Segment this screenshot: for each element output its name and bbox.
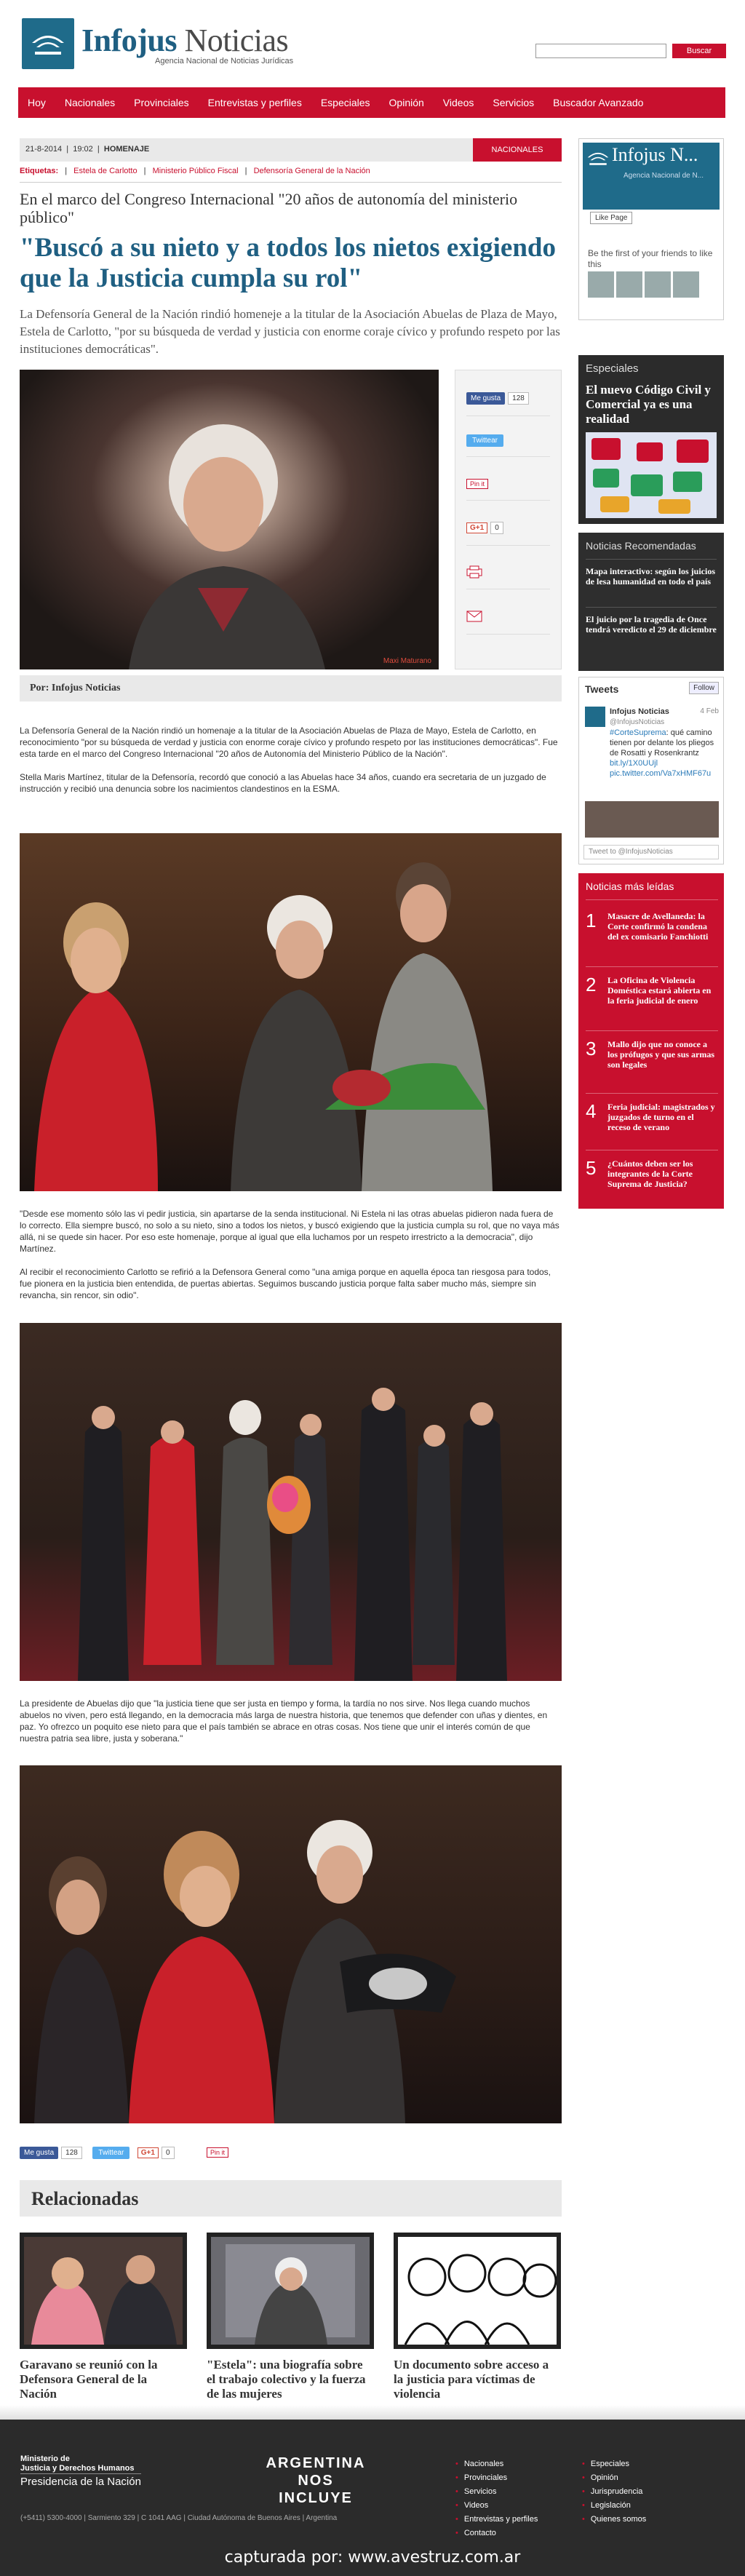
tweet-media-image[interactable]: [585, 801, 719, 838]
divider: [586, 1030, 718, 1031]
footer-ministry[interactable]: [20, 2454, 135, 2473]
tags-label: Etiquetas:: [20, 167, 59, 175]
related-headline[interactable]: Un documento sobre acceso a la justicia para víctimas de violencia: [394, 2358, 549, 2401]
footer-address: (+5411) 5300-4000 | Sarmiento 329 | C 1041 AAG | Ciudad Autónoma de Buenos Aires | Argentina: [20, 2514, 338, 2522]
article-meta-bar: [20, 138, 562, 162]
nav-item-entrevistas[interactable]: Entrevistas y perfiles: [207, 97, 302, 108]
facebook-page-name[interactable]: Infojus N...: [612, 144, 698, 165]
related-thumbnail[interactable]: [394, 2233, 561, 2349]
article-photo[interactable]: [20, 1323, 562, 1681]
footer-link[interactable]: • Opinión: [582, 2471, 646, 2485]
recomendada-link[interactable]: Mapa interactivo: según los juicios de lesa humanidad en todo el país: [586, 566, 715, 587]
pinterest-button[interactable]: Pin it: [207, 2147, 228, 2158]
most-read-rank: 2: [586, 974, 597, 995]
divider: [586, 607, 717, 608]
facebook-page-widget: [578, 138, 724, 320]
avatar[interactable]: [645, 271, 671, 298]
avatar[interactable]: [588, 271, 614, 298]
article-paragraph: Stella Maris Martínez, titular de la Defensoría, recordó que conoció a las Abuelas hace 34 años, cuando era secretaria de un juzgado de instrucción y recibió una denuncia sobre los nacimientos clandestinos en la ESMA.: [20, 772, 546, 794]
article-paragraph: La presidente de Abuelas dijo que "la justicia tiene que ser justa en tiempo y forma, la tardía no nos sirve. Nos llega cuando muchos abuelos no viven, pero está llegando, en la democracia más larga de nuestra historia, que tenemos que defender con uñas y dientes, en paz. Yo ofrezco un poquito ese nieto para que el país también se abrace en otras cosas. Nos tiene que unir el interés común de que nuestra patria sea libre, justa y soberana.": [20, 1698, 548, 1744]
divider: [466, 545, 550, 546]
google-plus-count: 0: [162, 2147, 175, 2159]
article-time: 19:02: [73, 145, 93, 154]
footer-link[interactable]: • Especiales: [582, 2457, 646, 2471]
footer-link[interactable]: • Contacto: [455, 2527, 538, 2540]
footer-link[interactable]: • Servicios: [455, 2485, 538, 2499]
footer-shadow: [0, 2405, 745, 2420]
divider: [20, 182, 562, 183]
nav-item-hoy[interactable]: Hoy: [28, 97, 46, 108]
nav-item-especiales[interactable]: Especiales: [320, 97, 370, 108]
facebook-like-page-button[interactable]: Like Page: [590, 212, 632, 224]
tweet-text: : qué camino tienen por delante los pliegos de Rosatti y Rosenkrantz: [610, 728, 714, 758]
logo-tagline: Agencia Nacional de Noticias Jurídicas: [155, 57, 294, 65]
tweets-title: Tweets: [585, 683, 619, 695]
category-badge[interactable]: NACIONALES: [473, 138, 562, 162]
footer-link[interactable]: • Nacionales: [455, 2457, 538, 2471]
divider: [586, 966, 718, 967]
article-author: Por: Infojus Noticias: [30, 683, 121, 693]
tag-link[interactable]: Ministerio Público Fiscal: [152, 167, 239, 175]
facebook-like-count: 128: [61, 2147, 82, 2159]
facebook-like-count: 128: [508, 392, 529, 405]
facebook-cover[interactable]: [583, 143, 720, 210]
divider: [466, 634, 550, 635]
related-title: Relacionadas: [31, 2188, 139, 2209]
avatar[interactable]: [585, 707, 605, 727]
divider: [466, 500, 550, 501]
tweet-button[interactable]: Twittear: [466, 434, 503, 447]
footer-links-col-2: [582, 2457, 646, 2527]
google-plus-button[interactable]: G+1: [466, 522, 487, 533]
tweet-compose-input[interactable]: Tweet to @InfojusNoticias: [583, 845, 719, 859]
most-read-item[interactable]: [586, 910, 718, 961]
most-read-rank: 3: [586, 1038, 597, 1060]
recomendadas-title: Noticias Recomendadas: [586, 540, 696, 552]
tweet-button[interactable]: Twittear: [92, 2147, 130, 2159]
logo-icon[interactable]: [22, 18, 74, 69]
footer-link[interactable]: • Provinciales: [455, 2471, 538, 2485]
divider: [466, 456, 550, 457]
footer-link[interactable]: • Legislación: [582, 2499, 646, 2513]
nav-item-videos[interactable]: Videos: [442, 97, 474, 108]
footer-ministry-line: Justicia y Derechos Humanos: [20, 2464, 135, 2473]
most-read-headline[interactable]: Feria judicial: magistrados y juzgados de turno en el receso de verano: [607, 1102, 715, 1132]
footer-argentina-line: ARGENTINA: [266, 2455, 366, 2471]
nav-item-provinciales[interactable]: Provinciales: [134, 97, 189, 108]
facebook-faces: [588, 271, 719, 298]
facebook-page-subtitle: Agencia Nacional de N...: [624, 172, 704, 180]
photo-credit: Maxi Maturano: [383, 657, 431, 665]
related-card[interactable]: [20, 2233, 187, 2401]
google-plus-count: 0: [490, 522, 503, 534]
logo-wordmark[interactable]: Infojus Noticias: [81, 23, 289, 58]
search-input[interactable]: [535, 44, 666, 58]
footer-link[interactable]: • Quienes somos: [582, 2513, 646, 2527]
tags-row: Etiquetas: | Estela de Carlotto | Ministerio Público Fiscal | Defensoría General de la Nación: [20, 167, 370, 175]
tweet-author[interactable]: Infojus Noticias: [610, 707, 669, 716]
article-paragraph: La Defensoría General de la Nación rindió un homenaje a la titular de la Asociación Abuelas de Plaza de Mayo, Estela de Carlotto, en reconocimiento "por su búsqueda de verdad y justicia con enorme coraje cívico y profundo respeto por las instituciones democráticas". Fue esta tarde en el marco del Congreso Internacional "20 años de Autonomía del Ministerio Público de la Nación".: [20, 726, 558, 759]
tweet-link[interactable]: bit.ly/1X0UUjl: [610, 759, 658, 768]
divider: [586, 559, 717, 560]
tweet-hashtag[interactable]: #CorteSuprema: [610, 728, 666, 737]
most-read-item[interactable]: [586, 974, 718, 1025]
footer-presidency[interactable]: Presidencia de la Nación: [20, 2473, 141, 2488]
most-read-headline[interactable]: Masacre de Avellaneda: la Corte confirmó la condena del ex comisario Fanchiotti: [607, 911, 709, 942]
site-header: [0, 0, 745, 84]
footer-link[interactable]: • Videos: [455, 2499, 538, 2513]
related-header: [20, 2180, 562, 2217]
most-read-rank: 4: [586, 1100, 597, 1122]
nav-item-nacionales[interactable]: Nacionales: [64, 97, 116, 108]
divider: [586, 1093, 718, 1094]
capture-watermark: capturada por: www.avestruz.com.ar: [224, 2548, 521, 2567]
most-read-title: Noticias más leídas: [586, 880, 674, 892]
facebook-like-widget: [466, 391, 529, 405]
facebook-like-button[interactable]: Me gusta: [466, 392, 505, 405]
recomendadas-box: [578, 533, 724, 671]
most-read-rank: 1: [586, 910, 597, 931]
tag-link[interactable]: Defensoría General de la Nación: [253, 167, 370, 175]
most-read-box: [578, 873, 724, 1209]
especiales-image[interactable]: [586, 432, 717, 518]
article-date: 21-8-2014: [25, 145, 63, 154]
footer-argentina-logo[interactable]: [265, 2454, 367, 2507]
main-nav: [18, 87, 725, 118]
article-dateline: 21-8-2014 | 19:02 | HOMENAJE: [25, 145, 150, 154]
most-read-item[interactable]: [586, 1157, 718, 1208]
especiales-headline[interactable]: El nuevo Código Civil y Comercial ya es una realidad: [586, 383, 711, 426]
tag-link[interactable]: Estela de Carlotto: [73, 167, 138, 175]
author-bar: [20, 675, 562, 701]
facebook-like-button[interactable]: Me gusta: [20, 2147, 58, 2159]
footer-ministry-line: Ministerio de: [20, 2454, 70, 2463]
share-row-bottom: [20, 2145, 562, 2163]
related-headline[interactable]: "Estela": una biografía sobre el trabajo colectivo y la fuerza de las mujeres: [207, 2358, 366, 2401]
article-photo[interactable]: [20, 1765, 562, 2123]
most-read-item[interactable]: [586, 1038, 718, 1089]
nav-item-opinion[interactable]: Opinión: [389, 97, 424, 108]
footer-argentina-line: NOS INCLUYE: [279, 2473, 353, 2506]
article-photo[interactable]: [20, 833, 562, 1191]
google-plus-button[interactable]: G+1: [138, 2147, 159, 2158]
facebook-friends-text: Be the first of your friends to like this: [588, 248, 713, 269]
related-thumbnail[interactable]: [20, 2233, 187, 2349]
tweet-date[interactable]: 4 Feb: [700, 707, 719, 715]
avatar[interactable]: [616, 271, 642, 298]
article-paragraph: Al recibir el reconocimiento Carlotto se refirió a la Defensora General como "una amiga porque en aquella época tan riesgosa para todos, fue pionera en la justicia bien entendida, de puertas abiertas. Seguimos buscando justicia porque falta saber mucho más, siempre sin revancha, sin rencor, sin odio".: [20, 1267, 551, 1300]
especiales-box[interactable]: [578, 355, 724, 524]
article-kicker: En el marco del Congreso Internacional "20 años de autonomía del ministerio público": [20, 190, 518, 226]
article-paragraph: "Desde ese momento sólo las vi pedir justicia, sin apartarse de la senda institucional. Ni Estela ni las otras abuelas pidieron nada fuera de lo correcto. Ella siempre buscó, no solo a su nieto, sino a todos los nietos, y buscó exigiendo que la justicia cumpla su rol, que no vaya más allá, ni se quede sin hacer. Por eso este homenaje, porque al igual que ella luchamos por un respeto irrestricto a la democracia", dijo Martínez.: [20, 1209, 559, 1254]
related-headline[interactable]: Garavano se reunió con la Defensora General de la Nación: [20, 2358, 158, 2401]
search-button[interactable]: Buscar: [672, 44, 726, 58]
most-read-item[interactable]: [586, 1100, 718, 1151]
footer-link[interactable]: • Entrevistas y perfiles: [455, 2513, 538, 2527]
twitter-widget: [578, 677, 724, 864]
email-icon[interactable]: [466, 611, 482, 626]
twitter-follow-button[interactable]: Follow: [689, 682, 719, 694]
tweet: [610, 707, 719, 779]
main-photo[interactable]: [20, 370, 439, 669]
footer-links-col-1: [455, 2457, 538, 2540]
recomendada-link[interactable]: El juicio por la tragedia de Once tendrá veredicto el 29 de diciembre: [586, 614, 717, 635]
related-card[interactable]: [394, 2233, 561, 2401]
article-section: HOMENAJE: [103, 145, 150, 154]
most-read-headline[interactable]: Mallo dijo que no conoce a los prófugos y que sus armas son legales: [607, 1039, 715, 1070]
divider: [586, 899, 718, 900]
pinterest-button[interactable]: Pin it: [466, 479, 488, 489]
article-lead: La Defensoría General de la Nación rindió homeneje a la titular de la Asociación Abuelas de Plaza de Mayo, Estela de Carlotto, "por su búsqueda de verdad y justicia con enorme coraje cívico y profundo respeto por las instituciones democráticas".: [20, 307, 560, 356]
especiales-title: Especiales: [586, 362, 639, 375]
share-panel: [455, 370, 562, 669]
most-read-headline[interactable]: La Oficina de Violencia Doméstica estará abierta en la feria judicial de enero: [607, 975, 712, 1006]
most-read-headline[interactable]: ¿Cuántos deben ser los integrantes de la Corte Suprema de Justicia?: [607, 1158, 693, 1189]
related-card[interactable]: [207, 2233, 374, 2401]
article-headline: "Buscó a su nieto y a todos los nietos exigiendo que la Justicia cumpla su rol": [20, 233, 556, 293]
most-read-rank: 5: [586, 1157, 597, 1179]
tweet-handle[interactable]: @InfojusNoticias: [610, 718, 665, 726]
print-icon[interactable]: [466, 565, 482, 582]
related-thumbnail[interactable]: [207, 2233, 374, 2349]
footer-link[interactable]: • Jurisprudencia: [582, 2485, 646, 2499]
avatar[interactable]: [673, 271, 699, 298]
nav-item-buscador[interactable]: Buscador Avanzado: [553, 97, 644, 108]
nav-item-servicios[interactable]: Servicios: [493, 97, 535, 108]
tweet-media-link[interactable]: pic.twitter.com/Va7xHMF67u: [610, 769, 712, 778]
